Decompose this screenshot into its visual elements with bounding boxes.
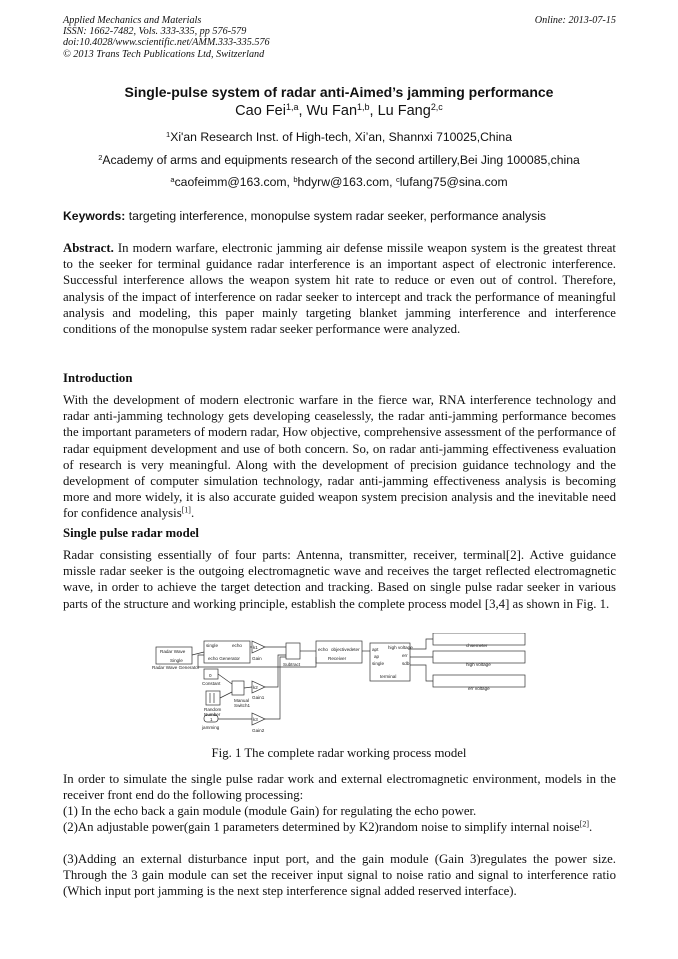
objectivedeter-label: objectivedeter bbox=[331, 647, 360, 652]
author-list: Cao Fei$^{1,a}$, Wu Fan$^{1,b}$, Lu Fang$^{2,c}$ bbox=[235, 102, 443, 119]
err-port: err bbox=[402, 653, 408, 658]
receiver-caption: Receiver bbox=[328, 656, 347, 661]
keywords-label: Keywords: bbox=[63, 209, 126, 223]
k3-label: k3 bbox=[253, 717, 258, 722]
echo-in-label: echo bbox=[318, 647, 328, 652]
email-sup: a bbox=[170, 174, 175, 184]
figure-caption: Fig. 1 The complete radar working process model bbox=[211, 746, 467, 760]
processing-item-2-end: . bbox=[588, 820, 593, 834]
high-voltage-caption: high voltage bbox=[466, 662, 491, 667]
abstract-text: In modern warfare, electronic jamming air defense missile weapon system is the greatest threat to the seeker for terminal guidance radar interference is an important aspect of electronic interference. Successful interference allows the weapon system hit rate to reduce or even out of control. Therefore, analysis of the impact of interference on radar seeker to intercept and track the performance of meaningful analysis and modeling, this paper mainly targeting blanket jamming interference and interference conditions of the monopulse system radar seeker performance were analyzed. bbox=[63, 241, 616, 337]
processing-item-1: (1) In the echo back a gain module (module Gain) for regulating the echo power. bbox=[63, 804, 477, 818]
apt-port: apt bbox=[372, 647, 379, 652]
radar-wave-label: Radar Wave bbox=[160, 649, 186, 654]
subtract-block bbox=[286, 643, 300, 659]
introduction-text: With the development of modern electronic warfare in the fierce war, RNA interference technology and radar anti-jamming technology gets developing ceaselessly, the radar anti-jamming performance becomes the important parameters of modern radar, How objective, comprehensive assessment of the performance of radar equipment development and use of both concern. So, on radar anti-jamming effectiveness evaluation of research is very meaningful. Along with the development of precision guidance technology and the development of computer simulation technology, radar anti-jamming effectiveness analysis is becoming more and more widely, it is also accurate guided weapon system precision analysis and the inevitable need for confidence analysis bbox=[63, 393, 616, 521]
manual-switch-caption: Manual bbox=[234, 698, 250, 703]
author-name: Cao Fei bbox=[235, 103, 286, 119]
single-port-label: Single bbox=[170, 658, 183, 663]
paper-title: Single-pulse system of radar anti-Aimed’s jamming performance bbox=[124, 84, 554, 100]
echo-out-label: echo bbox=[232, 643, 242, 648]
sdb-port: sdb bbox=[402, 661, 410, 666]
introduction-paragraph: With the development of modern electronic warfare in the fierce war, RNA interference technology and radar anti-jamming technology gets developing ceaselessly, the radar anti-jamming performance becomes the important parameters of modern radar, How objective, comprehensive assessment of the performance of radar equipment development and use of both concern. So, on radar anti-jamming effectiveness evaluation of research is very meaningful. Along with the development of precision guidance technology and the development of computer simulation technology, radar anti-jamming effectiveness analysis is becoming more and more widely, it is also accurate guided weapon system precision analysis and the inevitable need for confidence analysis[1]. bbox=[63, 393, 616, 521]
err-voltage-caption: err voltage bbox=[468, 686, 490, 691]
affil-text: Xi'an Research Inst. of High-tech, Xi’an, Shannxi 710025,China bbox=[170, 130, 512, 144]
random-caption: Random bbox=[204, 707, 222, 712]
chsemeter-caption: chsemeter bbox=[466, 643, 488, 648]
echo-generator-caption: echo Generator bbox=[208, 656, 240, 661]
single-port: single bbox=[372, 661, 385, 666]
affil-sup: 1 bbox=[166, 129, 171, 139]
section-heading-introduction: Introduction bbox=[63, 371, 133, 385]
number-caption: Number bbox=[204, 712, 221, 717]
online-date: Online: 2013-07-15 bbox=[534, 15, 616, 26]
author-name: Lu Fang bbox=[377, 103, 431, 119]
jamming-caption: jamming bbox=[202, 725, 220, 730]
switch1-caption: Switch1 bbox=[234, 703, 251, 708]
email-sup: c bbox=[395, 174, 400, 184]
journal-name: Applied Mechanics and Materials bbox=[63, 15, 202, 26]
gain-caption: Gain bbox=[252, 656, 262, 661]
citation-ref[interactable]: [1] bbox=[181, 506, 191, 516]
processing-item-3: (3)Adding an external disturbance input port, and the gain module (Gain 3)regulates the power size. Through the 3 gain module can set the receiver input signal to noise ratio and signal to interference ratio (Which input port jamming is the next step interference signal added reserved interface). bbox=[63, 852, 616, 899]
random-number-block bbox=[206, 691, 220, 705]
constant-value: 0 bbox=[209, 673, 212, 678]
section-heading-model: Single pulse radar model bbox=[63, 526, 199, 540]
keywords-text: targeting interference, monopulse system radar seeker, performance analysis bbox=[128, 209, 546, 223]
gain2-caption: Gain2 bbox=[252, 728, 265, 733]
subtract-caption: Subtract bbox=[283, 662, 301, 667]
doi: doi:10.4028/www.scientific.net/AMM.333-335.576 bbox=[63, 37, 270, 49]
keywords bbox=[63, 209, 546, 223]
abstract bbox=[63, 240, 616, 337]
email[interactable]: caofeimm@163.com bbox=[174, 175, 287, 189]
copyright: © 2013 Trans Tech Publications Ltd, Switzerland bbox=[63, 48, 265, 60]
ap-port: ap bbox=[374, 654, 380, 659]
email-list: $^a$caofeimm@163.com, $^b$hdyrw@163.com, $^c$lufang75@sina.com bbox=[170, 174, 508, 189]
citation-ref[interactable]: [2] bbox=[579, 819, 589, 829]
journal-header bbox=[63, 15, 616, 60]
affiliation-1 bbox=[0, 130, 678, 144]
manual-switch-block bbox=[232, 681, 244, 695]
radar-wave-generator-caption: Radar Wave Generator bbox=[152, 665, 200, 670]
k1-label: k1 bbox=[253, 645, 258, 650]
author-name: Wu Fan bbox=[306, 103, 358, 119]
model-paragraph: Radar consisting essentially of four parts: Antenna, transmitter, receiver, terminal[2]. Active guidance missle radar seeker is the outgoing electromagnetic wave and receives the target reflected electromagnetic wave, in order to achieve the target detection and tracking. Based on single pulse radar seeker in various parts of the structure and working principle, establish the complete process model [3,4] as shown in Fig. 1. bbox=[63, 548, 616, 611]
single-in-label: single bbox=[206, 643, 219, 648]
author-sup: 1,b bbox=[357, 102, 370, 113]
affiliation-2 bbox=[0, 153, 678, 167]
processing-intro: In order to simulate the single pulse radar work and external electromagnetic environment, models in the receiver front end do the following processing: bbox=[63, 772, 616, 803]
radar-process-diagram bbox=[148, 633, 528, 739]
email[interactable]: lufang75@sina.com bbox=[399, 175, 508, 189]
jamming-port-number: 1 bbox=[210, 717, 213, 722]
abstract-label: Abstract. bbox=[63, 241, 114, 255]
high-voltage-port: high voltage bbox=[388, 645, 413, 650]
processing-item-2 bbox=[63, 819, 616, 835]
author-sup: 1,a bbox=[285, 102, 299, 113]
gain1-caption: Gain1 bbox=[252, 695, 265, 700]
author-sup: 2,c bbox=[430, 102, 443, 113]
processing-item-2-text: (2)An adjustable power(gain 1 parameters determined by K2)random noise to simplify internal noise bbox=[63, 820, 580, 834]
email-sup: b bbox=[293, 174, 298, 184]
k2-label: k2 bbox=[253, 685, 258, 690]
constant-caption: Constant bbox=[202, 681, 221, 686]
terminal-caption: terminal bbox=[380, 674, 397, 679]
issn: ISSN: 1662-7482, Vols. 333-335, pp 576-579 bbox=[63, 26, 247, 38]
affil-text: Academy of arms and equipments research of the second artillery,Bei Jing 100085,china bbox=[102, 153, 580, 167]
email[interactable]: hdyrw@163.com bbox=[297, 175, 390, 189]
affil-sup: 2 bbox=[98, 152, 103, 162]
